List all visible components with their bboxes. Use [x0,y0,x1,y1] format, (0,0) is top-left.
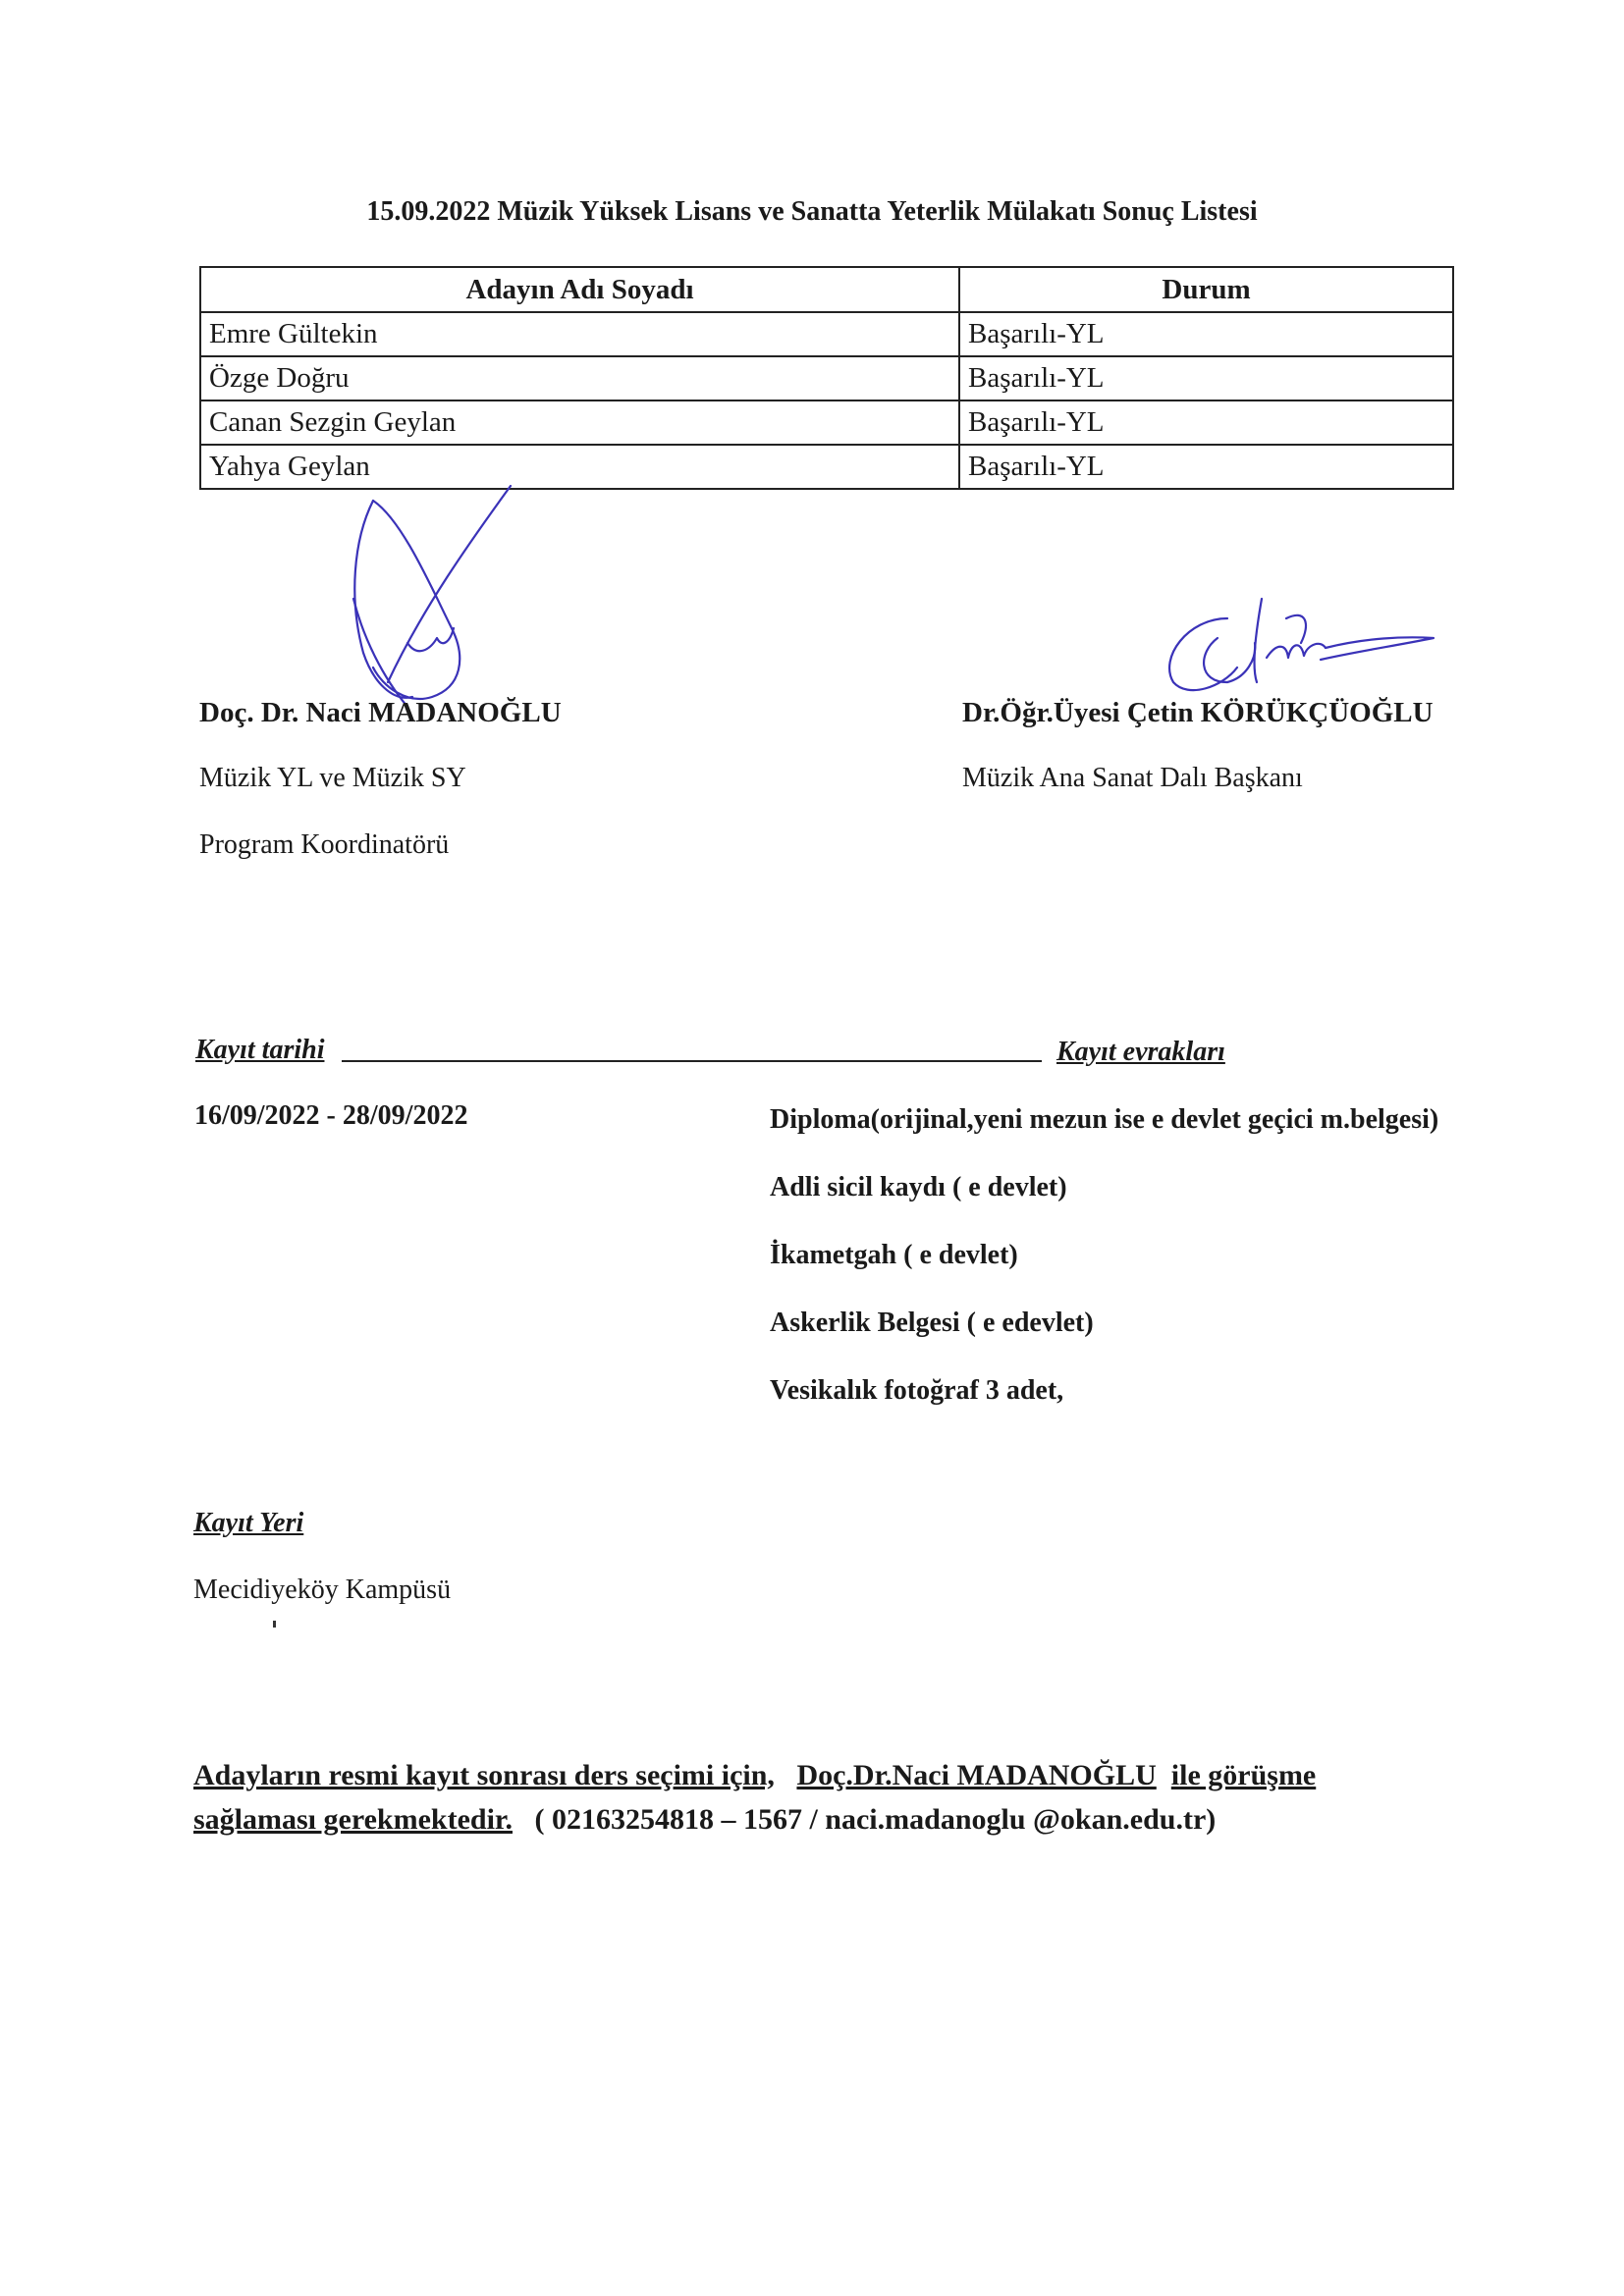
course-selection-notice [193,1753,1470,1842]
registration-date-heading: Kayıt tarihi [195,1035,325,1065]
candidate-status: Başarılı-YL [959,356,1453,400]
results-table [199,266,1454,490]
candidate-status: Başarılı-YL [959,445,1453,489]
document-item: Askerlik Belgesi ( e edevlet) [770,1308,1094,1338]
table-row [200,400,1453,445]
candidate-name: Yahya Geylan [200,445,959,489]
signatory-right-name: Dr.Öğr.Üyesi Çetin KÖRÜKÇÜOĞLU [962,697,1434,728]
candidate-status: Başarılı-YL [959,400,1453,445]
table-row [200,356,1453,400]
candidate-name: Özge Doğru [200,356,959,400]
registration-docs-heading: Kayıt evrakları [1056,1037,1225,1067]
table-header-row [200,267,1453,312]
candidate-name: Emre Gültekin [200,312,959,356]
page-title: 15.09.2022 Müzik Yüksek Lisans ve Sanatta Yeterlik Mülakatı Sonuç Listesi [366,196,1258,227]
document-item: Adli sicil kaydı ( e devlet) [770,1172,1067,1202]
candidate-name: Canan Sezgin Geylan [200,400,959,445]
registration-date-range: 16/09/2022 - 28/09/2022 [194,1100,468,1131]
notice-text: ile görüşme [1170,1759,1317,1791]
contact-info: ( 02163254818 – 1567 / naci.madanoglu @okan.edu.tr) [534,1803,1217,1836]
candidate-status: Başarılı-YL [959,312,1453,356]
column-header-name: Adayın Adı Soyadı [200,267,959,312]
signature-right-mark [1139,589,1453,707]
notice-text: sağlaması gerekmektedir. [193,1803,513,1836]
registration-place-heading: Kayıt Yeri [193,1508,304,1538]
document-item: Diploma(orijinal,yeni mezun ise e devlet geçici m.belgesi) [770,1104,1439,1135]
heading-rule [342,1060,1042,1062]
signature-left-mark [314,481,530,726]
registration-place: Mecidiyeköy Kampüsü [193,1575,452,1605]
document-item: İkametgah ( e devlet) [770,1240,1018,1270]
notice-text: Adayların resmi kayıt sonrası ders seçimi için, [193,1759,775,1791]
table-row [200,312,1453,356]
signatory-left-role: Müzik YL ve Müzik SY [199,763,466,793]
signatory-left-name: Doç. Dr. Naci MADANOĞLU [199,697,562,728]
document-item: Vesikalık fotoğraf 3 adet, [770,1375,1064,1406]
signatory-right-role: Müzik Ana Sanat Dalı Başkanı [962,763,1303,793]
signatory-left-program: Program Koordinatörü [199,829,450,860]
column-header-status: Durum [959,267,1453,312]
stray-mark [273,1621,276,1628]
coordinator-name: Doç.Dr.Naci MADANOĞLU [796,1759,1157,1791]
